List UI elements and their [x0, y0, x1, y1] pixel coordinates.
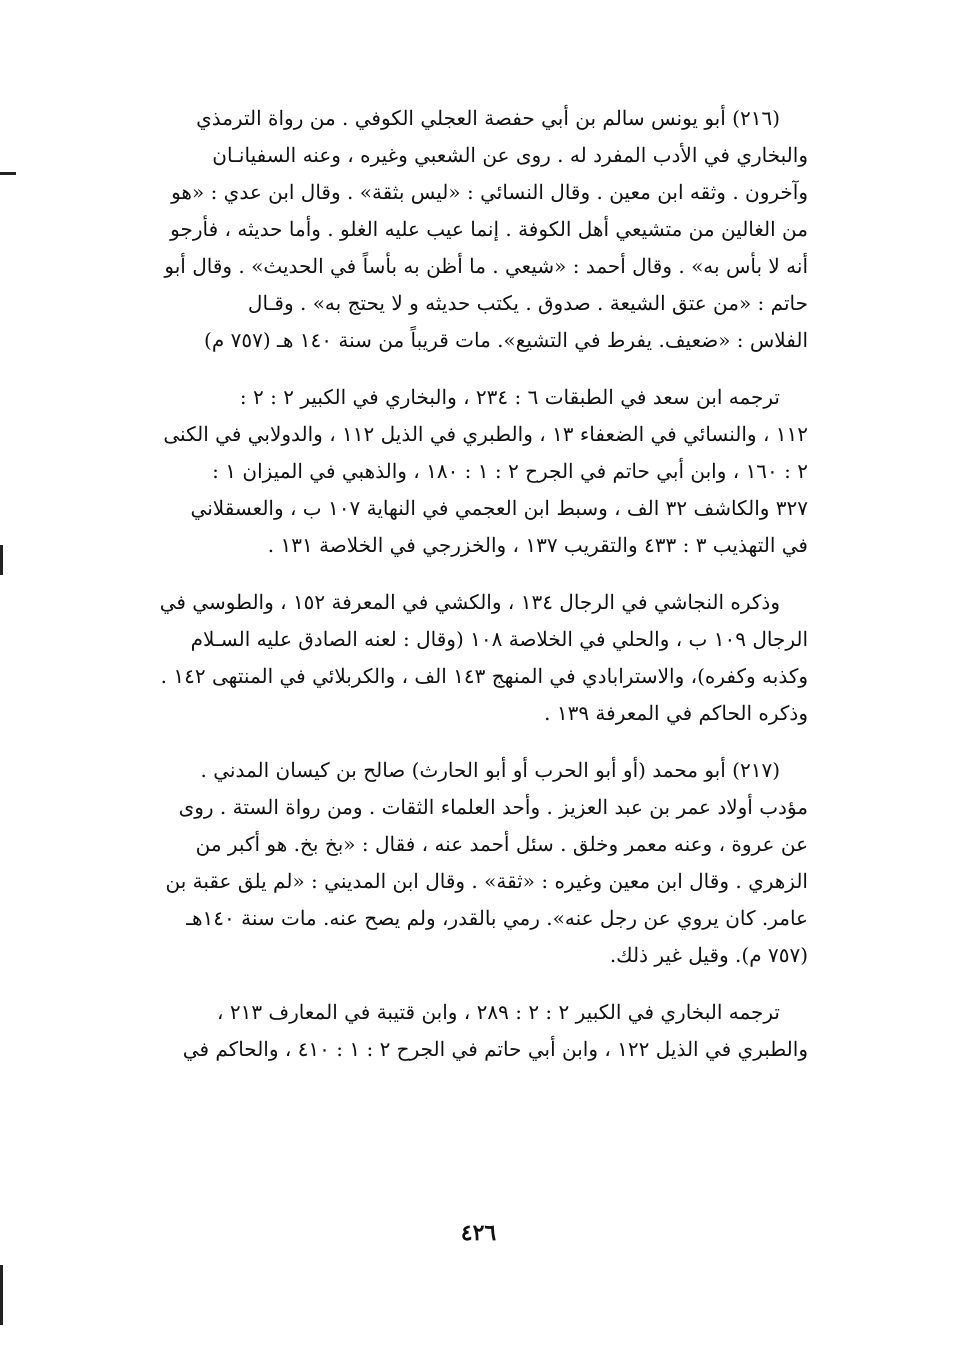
text-line: ٢ : ١٦٠ ، وابن أبي حاتم في الجرح ٢ : ١ : ١٨٠ ، والذهبي في الميزان ١ :	[212, 459, 808, 483]
text-line: الرجال ١٠٩ ب ، والحلي في الخلاصة ١٠٨ (وقال : لعنه الصادق عليه السـلام	[190, 627, 808, 651]
margin-scan-mark	[0, 545, 3, 575]
paragraph-entry-216	[118, 100, 808, 359]
margin-scan-mark	[0, 172, 16, 175]
text-line: حاتم : «من عتق الشيعة . صدوق . يكتب حديثه و لا يحتج به» . وقـال	[247, 291, 808, 315]
paragraph-sources-216	[118, 379, 808, 564]
text-line: وآخرون . وثقه ابن معين . وقال النسائي : «ليس بثقة» . وقال ابن عدي : «هو	[171, 180, 808, 204]
text-line: (٢١٧) أبو محمد (أو أبو الحرب أو أبو الحارث) صالح بن كيسان المدني .	[200, 758, 780, 782]
text-line: (٧٥٧ م). وقيل غير ذلك.	[609, 943, 808, 967]
text-line: أنه لا بأس به» . وقال أحمد : «شيعي . ما أظن به بأساً في الحديث» . وقال أبو	[164, 254, 808, 278]
text-line: والطبري في الذيل ١٢٢ ، وابن أبي حاتم في الجرح ٢ : ١ : ٤١٠ ، والحاكم في	[182, 1037, 808, 1061]
page-body	[118, 100, 808, 1088]
text-line: ترجمه البخاري في الكبير ٢ : ٢ : ٢٨٩ ، وابن قتيبة في المعارف ٢١٣ ،	[217, 1000, 780, 1024]
text-line: من الغالين من متشيعي أهل الكوفة . إنما عيب عليه الغلو . وأما حديثه ، فأرجو	[170, 217, 808, 241]
text-line: وذكره النجاشي في الرجال ١٣٤ ، والكشي في المعرفة ١٥٢ ، والطوسي في	[159, 590, 780, 614]
text-line: مؤدب أولاد عمر بن عبد العزيز . وأحد العلماء الثقات . ومن رواة الستة . روى	[178, 795, 808, 819]
text-line: ٣٢٧ والكاشف ٣٢ الف ، وسبط ابن العجمي في النهاية ١٠٧ ب ، والعسقلاني	[190, 496, 808, 520]
text-line: ترجمه ابن سعد في الطبقات ٦ : ٢٣٤ ، والبخاري في الكبير ٢ : ٢ :	[239, 385, 780, 409]
text-line: الفلاس : «ضعيف. يفرط في التشيع». مات قريباً من سنة ١٤٠ هـ (٧٥٧ م)	[204, 328, 808, 352]
text-line: وكذبه وكفره)، والاسترابادي في المنهج ١٤٣ الف ، والكربلائي في المنتهى ١٤٢ .	[160, 664, 808, 688]
page-number: ٤٢٦	[460, 1220, 497, 1246]
margin-scan-mark	[0, 1265, 3, 1325]
text-line: عامر. كان يروي عن رجل عنه». رمي بالقدر، ولم يصح عنه. مات سنة ١٤٠هـ	[186, 906, 808, 930]
paragraph-mentions-216	[118, 584, 808, 732]
paragraph-entry-217	[118, 752, 808, 974]
text-line: والبخاري في الأدب المفرد له . روى عن الشعبي وغيره ، وعنه السفيانـان	[212, 143, 808, 167]
text-line: الزهري . وقال ابن معين وغيره : «ثقة» . وقال ابن المديني : «لم يلق عقبة بن	[165, 869, 808, 893]
paragraph-sources-217	[118, 994, 808, 1068]
text-line: في التهذيب ٣ : ٤٣٣ والتقريب ١٣٧ ، والخزرجي في الخلاصة ١٣١ .	[267, 533, 808, 557]
text-line: عن عروة ، وعنه معمر وخلق . سئل أحمد عنه ، فقال : «بخ بخ. هو أكبر من	[195, 832, 808, 856]
text-line: ١١٢ ، والنسائي في الضعفاء ١٣ ، والطبري في الذيل ١١٢ ، والدولابي في الكنى	[163, 422, 808, 446]
text-line: وذكره الحاكم في المعرفة ١٣٩ .	[544, 701, 808, 725]
text-line: (٢١٦) أبو يونس سالم بن أبي حفصة العجلي الكوفي . من رواة الترمذي	[196, 106, 780, 130]
